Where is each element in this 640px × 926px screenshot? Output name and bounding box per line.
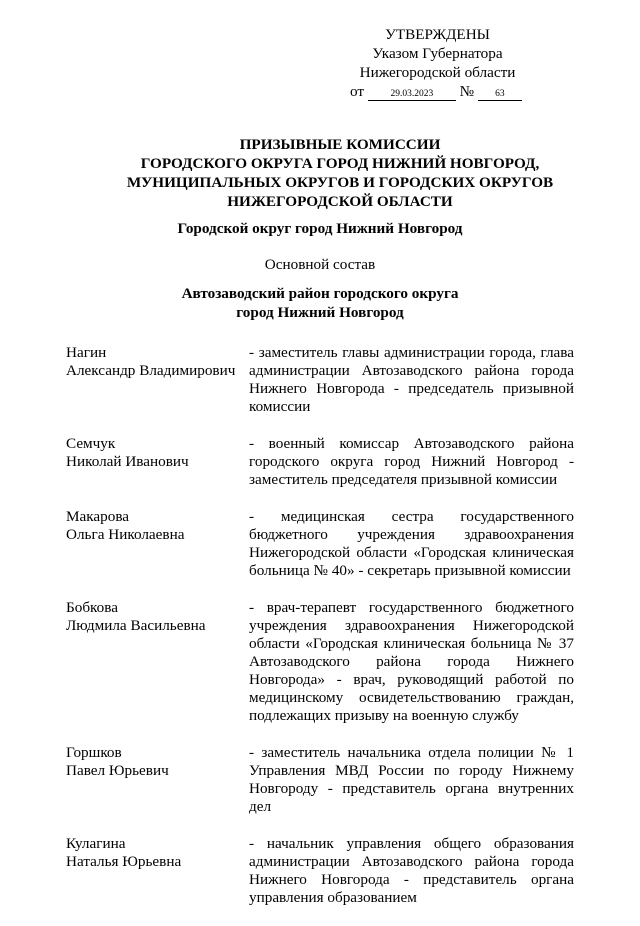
member-given-names: Николай Иванович xyxy=(66,453,189,470)
title-line: ПРИЗЫВНЫЕ КОМИССИИ xyxy=(239,136,441,153)
member-name xyxy=(66,599,249,725)
member-surname: Горшков xyxy=(66,744,122,761)
member-name xyxy=(66,835,249,907)
composition-label: Основной состав xyxy=(264,256,376,273)
approval-region: Нижегородской области xyxy=(359,64,516,81)
member-row xyxy=(66,744,576,816)
member-row xyxy=(66,835,576,907)
member-given-names: Ольга Николаевна xyxy=(66,526,185,543)
member-role: - начальник управления общего образования администрации Автозаводского района города Нижнего Новгорода - представитель органа управления образованием xyxy=(249,835,574,906)
member-surname: Нагин xyxy=(66,344,107,361)
city-subtitle: Городской округ город Нижний Новгород xyxy=(177,220,463,237)
approval-date-line xyxy=(330,83,545,102)
member-role: - врач-терапевт государственного бюджетного учреждения здравоохранения Нижегородской области «Городская клиническая больница № 37 Автозаводского района города Нижнего Новгорода» - врач, руководящий работой по медицинскому освидетельствованию граждан, подлежащих призыву на военную службу xyxy=(249,599,574,724)
approval-date: 29.03.2023 xyxy=(368,88,456,101)
member-row xyxy=(66,508,576,580)
document-title xyxy=(80,135,600,211)
member-role: - заместитель главы администрации города, глава администрации Автозаводского района города Нижнего Новгорода - председатель призывной комиссии xyxy=(249,344,574,415)
member-name xyxy=(66,435,249,489)
member-role: - военный комиссар Автозаводского района городского округа город Нижний Новгород - заместитель председателя призывной комиссии xyxy=(249,435,574,488)
member-name xyxy=(66,744,249,816)
member-name xyxy=(66,344,249,416)
member-given-names: Павел Юрьевич xyxy=(66,762,169,779)
member-row xyxy=(66,344,576,416)
members-list xyxy=(66,344,576,926)
member-surname: Макарова xyxy=(66,508,130,525)
member-name xyxy=(66,508,249,580)
approval-heading: УТВЕРЖДЕНЫ xyxy=(385,26,490,43)
member-row xyxy=(66,435,576,489)
title-line: МУНИЦИПАЛЬНЫХ ОКРУГОВ И ГОРОДСКИХ ОКРУГОВ xyxy=(126,174,554,191)
member-given-names: Александр Владимирович xyxy=(66,362,236,379)
title-line: НИЖЕГОРОДСКОЙ ОБЛАСТИ xyxy=(227,193,453,210)
member-role: - медицинская сестра государственного бюджетного учреждения здравоохранения Нижегородской области «Городская клиническая больница № 40» - секретарь призывной комиссии xyxy=(249,508,574,579)
title-line: ГОРОДСКОГО ОКРУГА ГОРОД НИЖНИЙ НОВГОРОД, xyxy=(140,155,540,172)
number-sign: № xyxy=(459,83,475,100)
member-surname: Бобкова xyxy=(66,599,118,616)
member-given-names: Наталья Юрьевна xyxy=(66,853,182,870)
member-surname: Кулагина xyxy=(66,835,126,852)
approval-number: 63 xyxy=(478,88,522,101)
member-role: - заместитель начальника отдела полиции № 1 Управления МВД России по городу Нижнему Новгороду - представитель органа внутренних дел xyxy=(249,744,574,815)
approval-decree: Указом Губернатора xyxy=(372,45,503,62)
district-line: город Нижний Новгород xyxy=(236,304,404,321)
member-given-names: Людмила Васильевна xyxy=(66,617,206,634)
date-prefix: от xyxy=(350,83,365,100)
approval-stamp xyxy=(330,26,545,102)
member-surname: Семчук xyxy=(66,435,116,452)
member-row xyxy=(66,599,576,725)
district-heading xyxy=(80,284,560,322)
district-line: Автозаводский район городского округа xyxy=(181,285,459,302)
